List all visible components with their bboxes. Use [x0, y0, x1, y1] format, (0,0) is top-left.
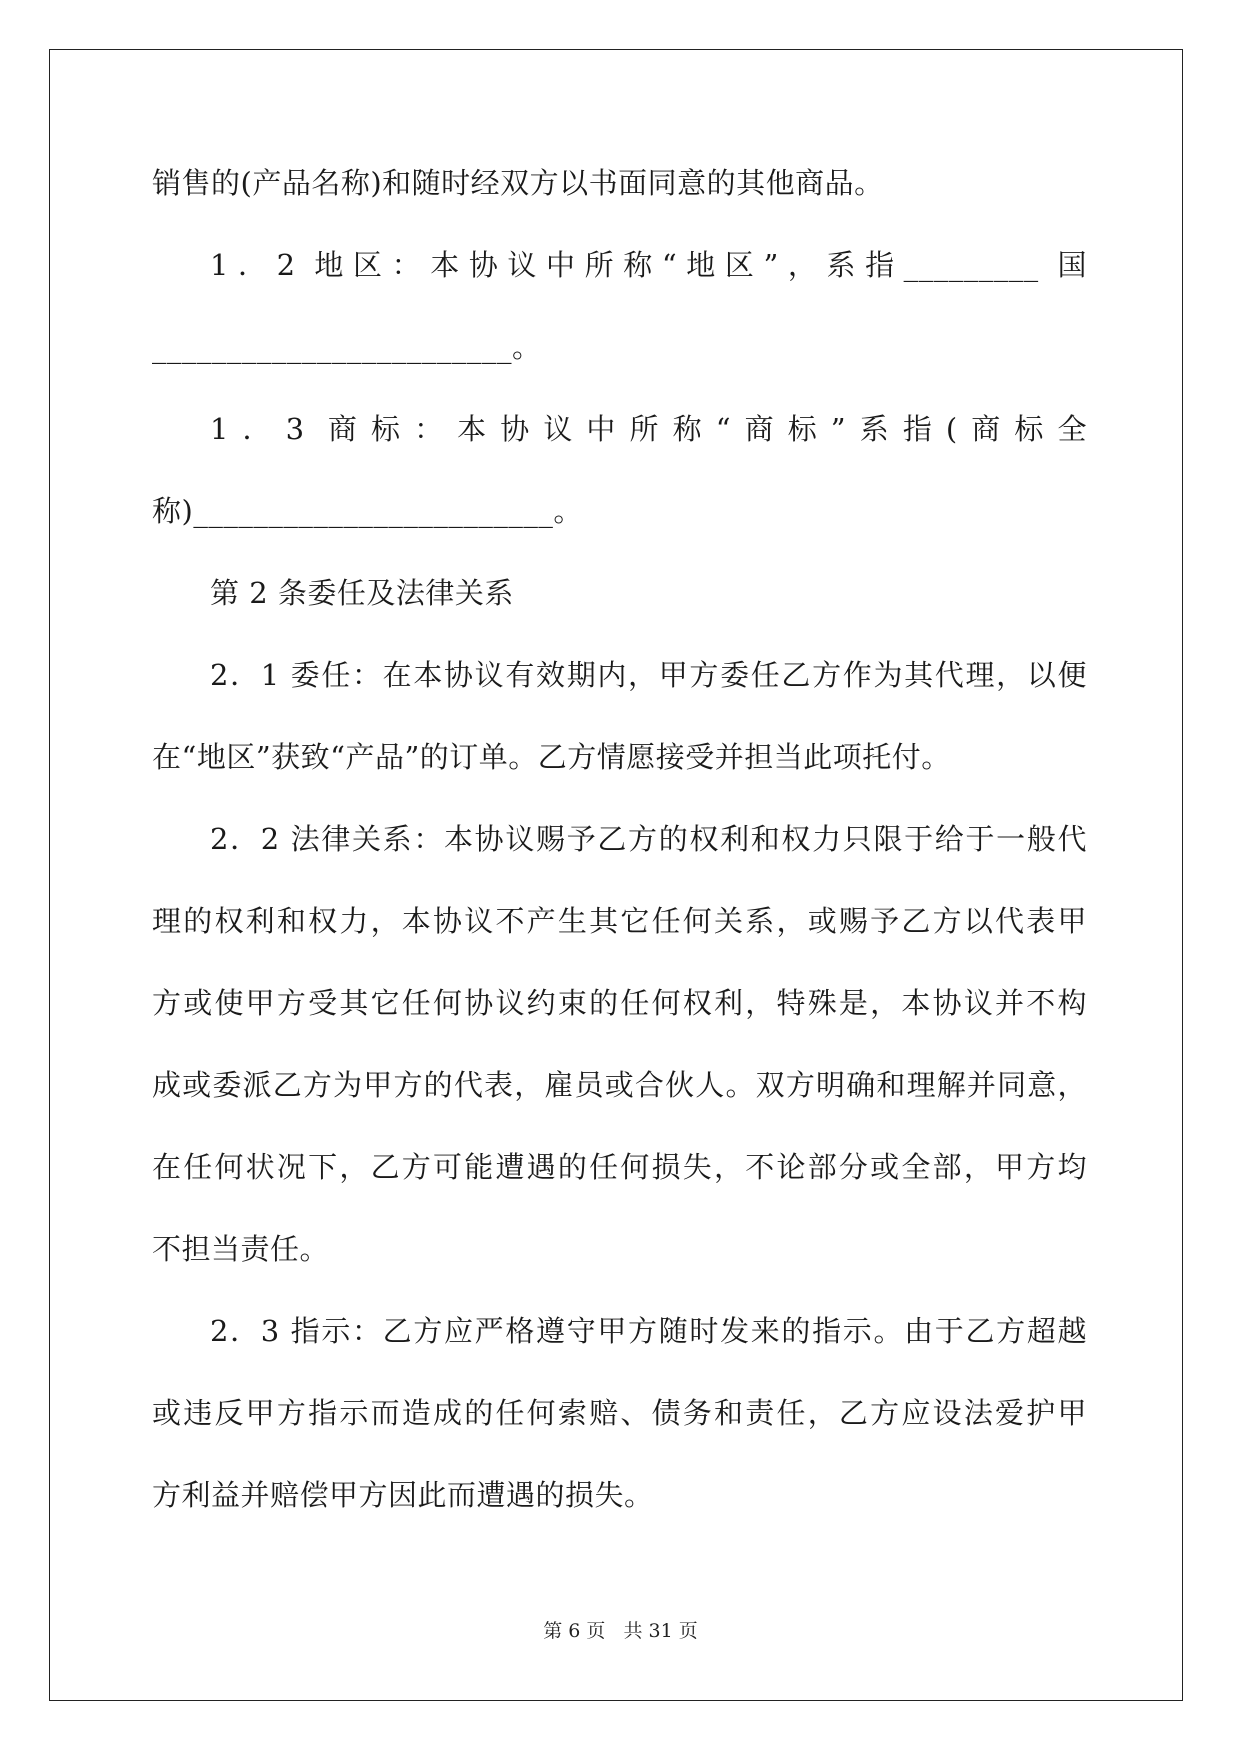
text-line: 称)________________________。: [152, 494, 583, 528]
text-line: 在“地区”获致“产品”的订单。乙方情愿接受并担当此项托付。: [152, 740, 951, 774]
text-line: 成或委派乙方为甲方的代表，雇员或合伙人。双方明确和理解并同意，: [152, 1068, 1087, 1102]
page-number: 第 6 页: [543, 1620, 606, 1642]
text-line: 或违反甲方指示而造成的任何索赔、债务和责任，乙方应设法爱护甲: [152, 1396, 1087, 1430]
text-line: 理的权利和权力，本协议不产生其它任何关系，或赐予乙方以代表甲: [152, 904, 1087, 938]
document-body: [152, 164, 1087, 1558]
page-total: 共 31 页: [623, 1620, 698, 1642]
text-line: 方或使甲方受其它任何协议约束的任何权利，特殊是，本协议并不构: [152, 986, 1087, 1020]
text-line: 在任何状况下，乙方可能遭遇的任何损失，不论部分或全部，甲方均: [152, 1150, 1087, 1184]
text-line: 方利益并赔偿甲方因此而遭遇的损失。: [152, 1478, 654, 1512]
text-line: 不担当责任。: [152, 1232, 330, 1266]
clause-2-3-line: 2．3 指示：乙方应严格遵守甲方随时发来的指示。由于乙方超越: [210, 1314, 1087, 1348]
clause-2-2-line: 2．2 法律关系：本协议赐予乙方的权利和权力只限于给于一般代: [210, 822, 1087, 856]
blank-line: ________________________。: [152, 330, 542, 364]
clause-2-1-line: 2．1 委任：在本协议有效期内，甲方委任乙方作为其代理，以便: [210, 658, 1087, 692]
clause-1-3-line: 1．3 商标：本协议中所称“商标”系指(商标全: [210, 412, 1087, 446]
text-line: 销售的(产品名称)和随时经双方以书面同意的其他商品。: [152, 166, 884, 200]
clause-1-2-line: 1．2 地区：本协议中所称“地区”，系指_________ 国: [210, 248, 1087, 282]
page-footer: [0, 1616, 1241, 1643]
section-heading: 第 2 条委任及法律关系: [210, 576, 514, 610]
